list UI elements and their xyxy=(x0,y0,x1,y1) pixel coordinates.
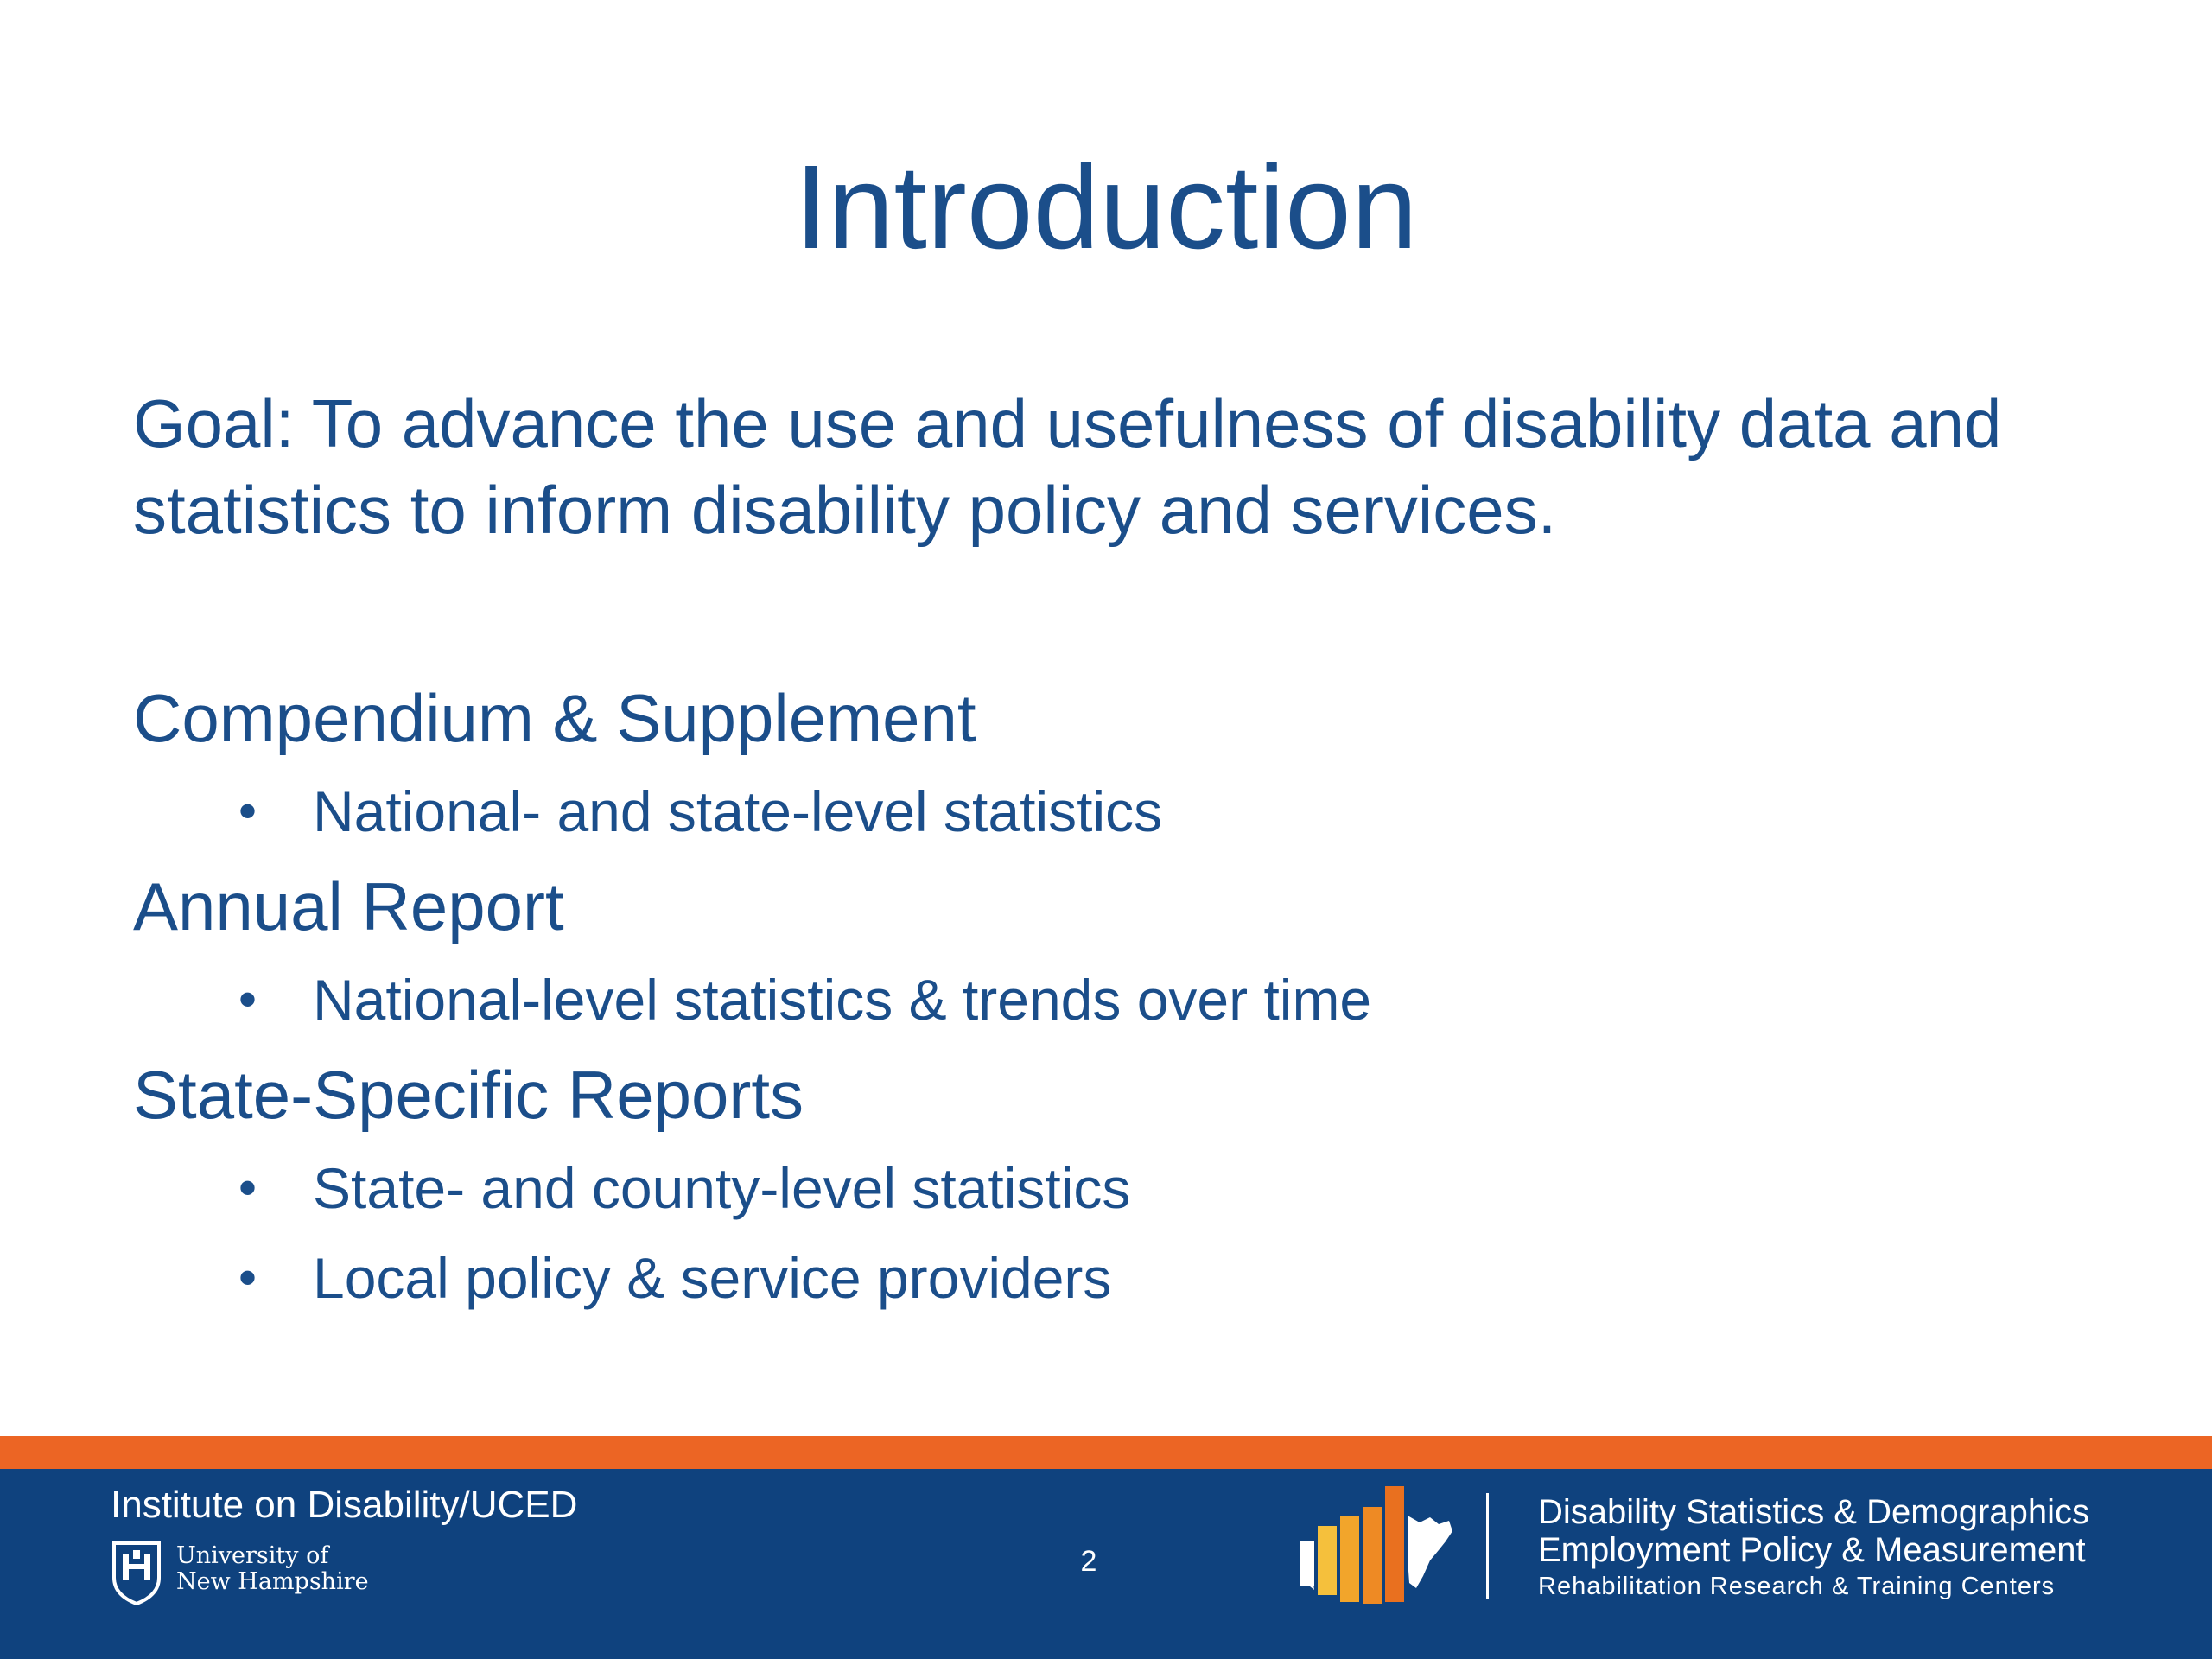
rrtc-bars-map-icon xyxy=(1300,1481,1456,1611)
rrtc-line-1: Disability Statistics & Demographics xyxy=(1538,1493,2089,1531)
unh-logo xyxy=(111,1540,370,1609)
bullet-text: National-level statistics & trends over time xyxy=(313,968,1372,1032)
bullet-item xyxy=(133,955,2120,1045)
rrtc-line-2: Employment Policy & Measurement xyxy=(1538,1531,2086,1569)
slide-title: Introduction xyxy=(794,141,1418,274)
page-number: 2 xyxy=(1080,1545,1097,1578)
section-heading-annual-report: Annual Report xyxy=(133,868,564,944)
institute-name: Institute on Disability/UCED xyxy=(111,1484,578,1526)
footer-accent-bar xyxy=(0,1436,2212,1469)
section-heading-state-reports: State-Specific Reports xyxy=(133,1057,804,1133)
bullet-item xyxy=(133,766,2120,856)
bullet-list xyxy=(133,1143,2120,1323)
rrtc-wordmark xyxy=(1538,1493,2143,1604)
bullet-dot-icon: • xyxy=(238,782,257,840)
bullet-dot-icon: • xyxy=(238,1159,257,1217)
bullet-dot-icon: • xyxy=(238,1249,257,1306)
bullet-item xyxy=(133,1143,2120,1233)
bullet-item xyxy=(133,1233,2120,1323)
footer-divider xyxy=(1486,1493,1489,1599)
bullet-dot-icon: • xyxy=(238,970,257,1028)
bullet-text: National- and state-level statistics xyxy=(313,779,1163,843)
unh-shield-icon xyxy=(111,1540,162,1605)
section-list xyxy=(133,670,2120,1325)
goal-statement: Goal: To advance the use and usefulness of disability data and statistics to inform disability policy and services. xyxy=(133,385,2002,548)
unh-wordmark xyxy=(176,1543,369,1595)
rrtc-line-3: Rehabilitation Research & Training Centers xyxy=(1538,1573,2056,1600)
unh-line-1: University of xyxy=(176,1542,329,1569)
unh-line-2: New Hampshire xyxy=(176,1568,369,1595)
section-heading-compendium: Compendium & Supplement xyxy=(133,680,976,756)
bullet-text: Local policy & service providers xyxy=(313,1246,1112,1310)
slide-footer xyxy=(0,1469,2212,1659)
bullet-list xyxy=(133,955,2120,1045)
bullet-list xyxy=(133,766,2120,856)
bullet-text: State- and county-level statistics xyxy=(313,1156,1131,1220)
